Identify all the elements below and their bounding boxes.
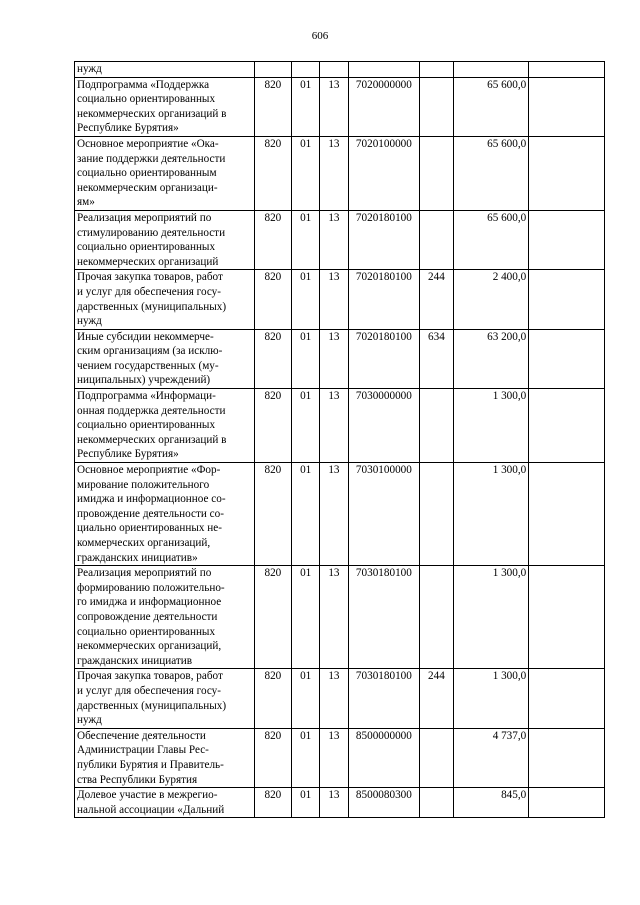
row-expense-type-cell — [420, 210, 453, 269]
row-section-cell: 01 — [292, 136, 320, 210]
row-section-cell: 01 — [292, 728, 320, 787]
row-expense-type-cell — [420, 788, 453, 818]
table-row — [75, 329, 605, 388]
row-section-cell: 01 — [292, 566, 320, 669]
table-row — [75, 210, 605, 269]
row-extra-empty-cell — [529, 329, 605, 388]
row-subsection-cell: 13 — [320, 788, 348, 818]
table-row — [75, 728, 605, 787]
row-amount-cell: 1 300,0 — [453, 669, 529, 728]
row-section-cell: 01 — [292, 329, 320, 388]
row-target-article-cell: 7030180100 — [348, 566, 420, 669]
row-target-article-cell: 7020180100 — [348, 210, 420, 269]
row-name-cell: Подпрограмма «Информаци- онная поддержка деятельности социально ориентированных некоммерческих организаций в Республике Бурятия» — [75, 389, 255, 463]
row-section-cell: 01 — [292, 389, 320, 463]
row-grbs-cell: 820 — [254, 77, 291, 136]
row-subsection-cell: 13 — [320, 270, 348, 329]
row-subsection-cell: 13 — [320, 669, 348, 728]
row-section-cell — [292, 62, 320, 78]
row-target-article-cell: 7030180100 — [348, 669, 420, 728]
row-target-article-cell: 7020000000 — [348, 77, 420, 136]
row-name-cell: Подпрограмма «Поддержка социально ориентированных некоммерческих организаций в Республике Бурятия» — [75, 77, 255, 136]
row-amount-cell: 4 737,0 — [453, 728, 529, 787]
row-subsection-cell: 13 — [320, 566, 348, 669]
row-name-cell: нужд — [75, 62, 255, 78]
row-subsection-cell: 13 — [320, 329, 348, 388]
row-extra-empty-cell — [529, 62, 605, 78]
row-expense-type-cell: 244 — [420, 669, 453, 728]
row-target-article-cell: 8500080300 — [348, 788, 420, 818]
row-amount-cell: 2 400,0 — [453, 270, 529, 329]
row-extra-empty-cell — [529, 728, 605, 787]
row-amount-cell — [453, 62, 529, 78]
row-grbs-cell: 820 — [254, 389, 291, 463]
row-expense-type-cell — [420, 136, 453, 210]
row-expense-type-cell: 634 — [420, 329, 453, 388]
row-grbs-cell: 820 — [254, 728, 291, 787]
row-extra-empty-cell — [529, 669, 605, 728]
row-name-cell: Долевое участие в межрегио- нальной ассоциации «Дальний — [75, 788, 255, 818]
row-extra-empty-cell — [529, 788, 605, 818]
row-subsection-cell: 13 — [320, 77, 348, 136]
row-extra-empty-cell — [529, 463, 605, 566]
page-number: 606 — [311, 30, 329, 42]
table-row — [75, 669, 605, 728]
row-target-article-cell: 7020180100 — [348, 270, 420, 329]
row-name-cell: Обеспечение деятельности Администрации Главы Рес- публики Бурятия и Правитель- ства Республики Бурятия — [75, 728, 255, 787]
row-section-cell: 01 — [292, 463, 320, 566]
row-extra-empty-cell — [529, 136, 605, 210]
table-row — [75, 62, 605, 78]
row-grbs-cell: 820 — [254, 136, 291, 210]
row-target-article-cell: 7020180100 — [348, 329, 420, 388]
row-expense-type-cell — [420, 566, 453, 669]
row-amount-cell: 1 300,0 — [453, 566, 529, 669]
budget-table-body — [75, 62, 605, 818]
row-amount-cell: 1 300,0 — [453, 463, 529, 566]
row-expense-type-cell — [420, 389, 453, 463]
row-grbs-cell: 820 — [254, 788, 291, 818]
row-subsection-cell: 13 — [320, 728, 348, 787]
row-section-cell: 01 — [292, 77, 320, 136]
row-grbs-cell: 820 — [254, 210, 291, 269]
row-grbs-cell: 820 — [254, 669, 291, 728]
row-extra-empty-cell — [529, 270, 605, 329]
row-amount-cell: 65 600,0 — [453, 136, 529, 210]
row-target-article-cell — [348, 62, 420, 78]
table-row — [75, 136, 605, 210]
row-expense-type-cell — [420, 728, 453, 787]
row-grbs-cell: 820 — [254, 270, 291, 329]
row-extra-empty-cell — [529, 77, 605, 136]
row-name-cell: Прочая закупка товаров, работ и услуг для обеспечения госу- дарственных (муниципальных) нужд — [75, 669, 255, 728]
row-amount-cell: 845,0 — [453, 788, 529, 818]
row-target-article-cell: 7030000000 — [348, 389, 420, 463]
row-amount-cell: 65 600,0 — [453, 210, 529, 269]
table-row — [75, 566, 605, 669]
row-name-cell: Реализация мероприятий по формированию положительно- го имиджа и информационное сопровождение деятельности социально ориентированных некоммерческих организаций, гражданских инициатив — [75, 566, 255, 669]
row-name-cell: Реализация мероприятий по стимулированию деятельности социально ориентированных некоммерческих организаций — [75, 210, 255, 269]
budget-table — [74, 61, 605, 818]
row-name-cell: Иные субсидии некоммерче- ским организациям (за исклю- чением государственных (му- ниципальных) учреждений) — [75, 329, 255, 388]
row-subsection-cell: 13 — [320, 389, 348, 463]
row-name-cell: Основное мероприятие «Фор- мирование положительного имиджа и информационное со- провождение деятельности со- циально ориентированных не- коммерческих организаций, гражданских инициатив» — [75, 463, 255, 566]
row-expense-type-cell — [420, 463, 453, 566]
table-row — [75, 270, 605, 329]
row-section-cell: 01 — [292, 788, 320, 818]
row-amount-cell: 1 300,0 — [453, 389, 529, 463]
row-subsection-cell: 13 — [320, 463, 348, 566]
row-extra-empty-cell — [529, 566, 605, 669]
table-row — [75, 788, 605, 818]
table-row — [75, 463, 605, 566]
row-section-cell: 01 — [292, 669, 320, 728]
row-expense-type-cell — [420, 62, 453, 78]
row-extra-empty-cell — [529, 210, 605, 269]
row-name-cell: Основное мероприятие «Ока- зание поддержки деятельности социально ориентированным некоммерческим организаци- ям» — [75, 136, 255, 210]
table-row — [75, 389, 605, 463]
row-subsection-cell: 13 — [320, 210, 348, 269]
row-grbs-cell — [254, 62, 291, 78]
row-subsection-cell: 13 — [320, 136, 348, 210]
row-grbs-cell: 820 — [254, 463, 291, 566]
row-grbs-cell: 820 — [254, 329, 291, 388]
table-row — [75, 77, 605, 136]
row-section-cell: 01 — [292, 210, 320, 269]
row-expense-type-cell: 244 — [420, 270, 453, 329]
row-name-cell: Прочая закупка товаров, работ и услуг для обеспечения госу- дарственных (муниципальных) нужд — [75, 270, 255, 329]
row-target-article-cell: 8500000000 — [348, 728, 420, 787]
row-grbs-cell: 820 — [254, 566, 291, 669]
row-amount-cell: 65 600,0 — [453, 77, 529, 136]
row-subsection-cell — [320, 62, 348, 78]
row-section-cell: 01 — [292, 270, 320, 329]
row-extra-empty-cell — [529, 389, 605, 463]
row-amount-cell: 63 200,0 — [453, 329, 529, 388]
row-target-article-cell: 7030100000 — [348, 463, 420, 566]
row-expense-type-cell — [420, 77, 453, 136]
row-target-article-cell: 7020100000 — [348, 136, 420, 210]
